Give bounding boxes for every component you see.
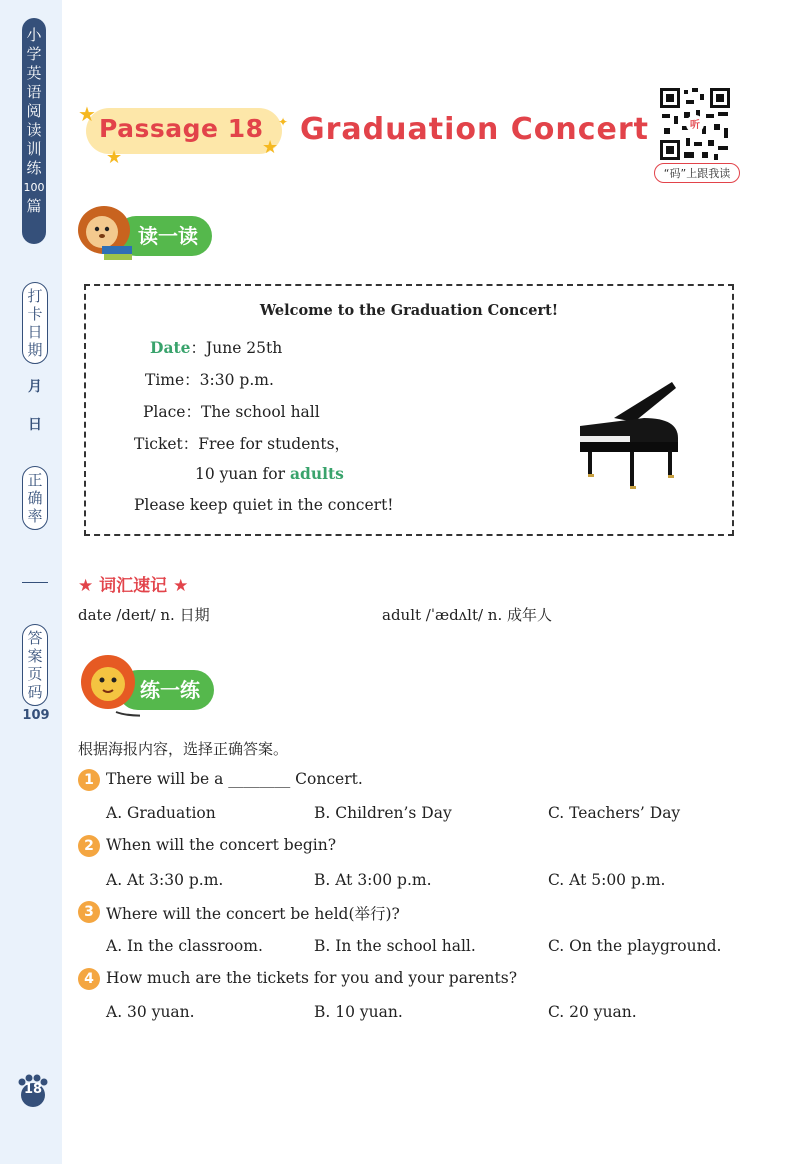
accuracy-char: 正 [27, 471, 43, 489]
answer-option[interactable]: A. At 3:30 p.m. [106, 871, 224, 889]
accuracy-fill-line [22, 582, 48, 583]
vocab-item-date: date /deɪt/ n. 日期 [78, 606, 210, 624]
book-title-char: 篇 [26, 197, 42, 215]
star-icon: ★ [262, 137, 279, 158]
grand-piano-icon [574, 378, 684, 490]
answer-char: 码 [27, 683, 43, 701]
answer-option[interactable]: C. On the playground. [548, 937, 722, 955]
book-title-char: 阅 [26, 102, 42, 120]
checkin-date-label [22, 282, 48, 364]
book-title-tab [22, 18, 46, 244]
book-title-char: 读 [26, 121, 42, 139]
question-number-badge: 3 [78, 901, 100, 923]
star-icon: ★ [78, 102, 96, 126]
question-number-badge: 2 [78, 835, 100, 857]
passage-number: Passage 18 [99, 114, 264, 143]
poster-ticket-line: Ticket：Free for students， [134, 435, 351, 453]
accuracy-label [22, 466, 48, 530]
checkin-char: 打 [27, 287, 43, 305]
answer-page-label [22, 624, 48, 706]
answer-option[interactable]: A. 30 yuan. [106, 1003, 195, 1021]
book-title-char: 小 [26, 26, 42, 44]
answer-option[interactable]: C. At 5:00 p.m. [548, 871, 666, 889]
vocab-heading: ★ 词汇速记 ★ [78, 576, 189, 596]
adults-prefix: 10 yuan for [195, 465, 290, 483]
book-title-char: 语 [26, 83, 42, 101]
answer-option[interactable]: B. 10 yuan. [314, 1003, 403, 1021]
question-text: When will the concert begin? [106, 836, 337, 854]
practice-section-banner: 练一练 [118, 670, 214, 710]
checkin-char: 期 [27, 341, 43, 359]
qr-caption: “码”上跟我读 [654, 163, 740, 183]
answer-option[interactable]: B. In the school hall. [314, 937, 476, 955]
answer-page-number: 109 [22, 708, 50, 723]
book-title-char: 100 [23, 181, 45, 194]
book-title-char: 学 [26, 45, 42, 63]
answer-option[interactable]: A. Graduation [106, 804, 216, 822]
instruction-text: 根据海报内容，选择正确答案。 [78, 740, 289, 758]
book-title-char: 练 [26, 159, 42, 177]
star-icon: ★ [106, 147, 123, 168]
date-label: Date [150, 338, 191, 357]
book-title-char: 英 [26, 64, 42, 82]
answer-option[interactable]: C. Teachers’ Day [548, 804, 681, 822]
question-text: How much are the tickets for you and your parents? [106, 969, 518, 987]
month-label: 月 [28, 379, 42, 395]
adults-word: adults [289, 464, 344, 483]
qr-code-icon[interactable] [658, 86, 732, 162]
poster-date-line [150, 336, 282, 358]
star-icon: ✦ [278, 115, 289, 129]
answer-option[interactable]: B. At 3:00 p.m. [314, 871, 432, 889]
answer-option[interactable]: A. In the classroom. [106, 937, 263, 955]
lion-mascot-icon [76, 652, 140, 722]
question-text: There will be a ________ Concert. [106, 770, 363, 788]
question-number-badge: 1 [78, 769, 100, 791]
question-number-badge: 4 [78, 968, 100, 990]
checkin-char: 卡 [27, 305, 43, 323]
poster-heading: Welcome to the Graduation Concert! [259, 302, 559, 319]
date-value: ：June 25th [190, 339, 283, 357]
checkin-char: 日 [27, 323, 43, 341]
book-title-char: 训 [26, 140, 42, 158]
answer-char: 案 [27, 647, 43, 665]
day-label: 日 [28, 417, 42, 433]
poster-place-line: Place：The school hall [143, 403, 320, 421]
answer-char: 页 [27, 665, 43, 683]
hedgehog-reading-icon [74, 202, 134, 264]
poster-ticket-adults-line [195, 464, 344, 483]
qr-listen-tag: 听 [690, 120, 700, 131]
answer-char: 答 [27, 629, 43, 647]
accuracy-char: 率 [27, 507, 43, 525]
read-section-banner: 读一读 [116, 216, 212, 256]
page-title: Graduation Concert [300, 112, 650, 147]
poster-notice: Please keep quiet in the concert! [134, 496, 394, 514]
answer-option[interactable]: B. Children’s Day [314, 804, 452, 822]
answer-option[interactable]: C. 20 yuan. [548, 1003, 637, 1021]
page-number: 18 [23, 1082, 43, 1097]
vocab-item-adult: adult /ˈædʌlt/ n. 成年人 [382, 606, 552, 624]
poster-time-line: Time：3:30 p.m. [145, 371, 274, 389]
accuracy-char: 确 [27, 489, 43, 507]
question-text: Where will the concert be held(举行)? [106, 905, 400, 923]
